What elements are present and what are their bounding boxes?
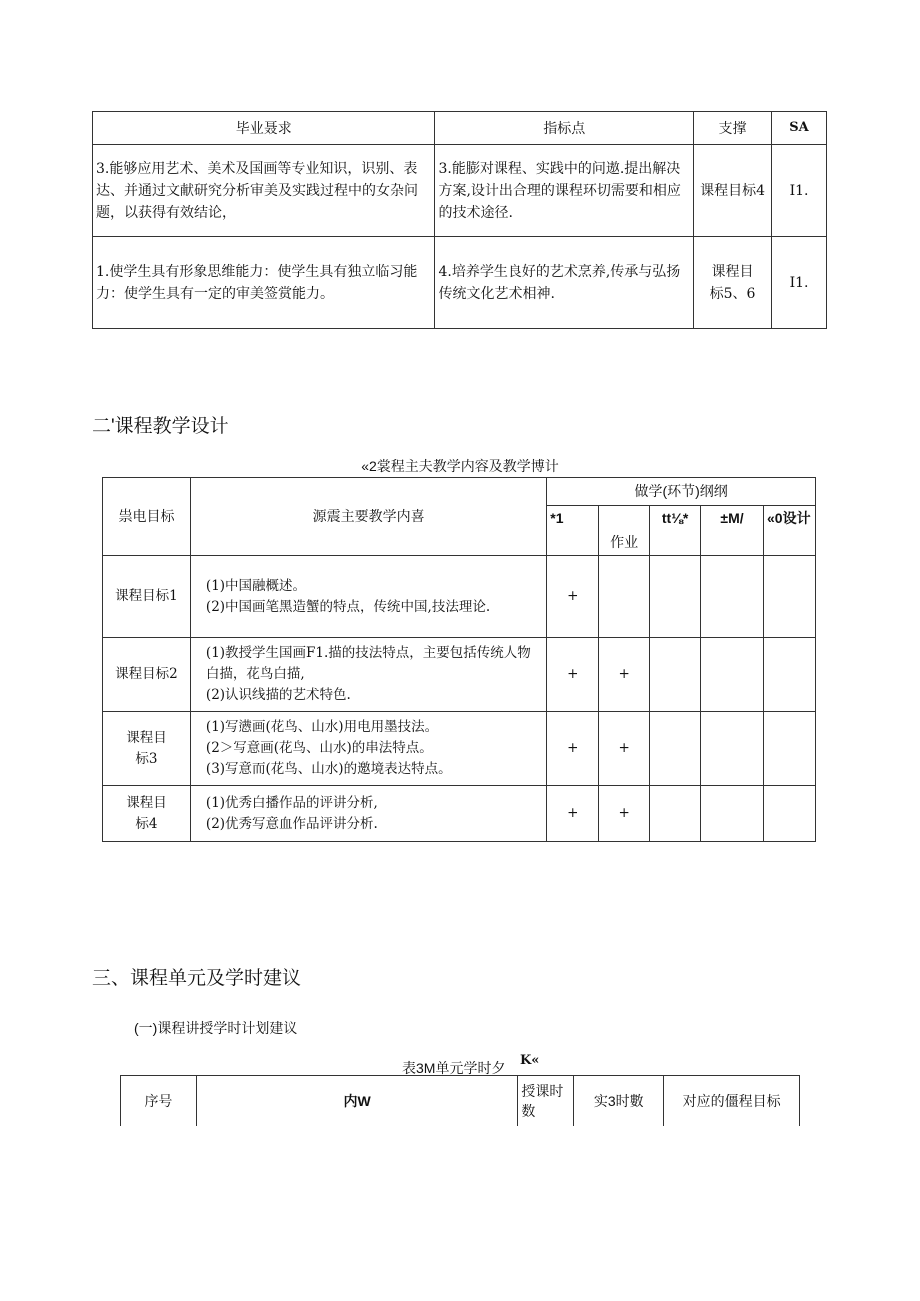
- table-row: [103, 712, 816, 786]
- table3-caption: 表3M单元学时夕: [402, 1060, 506, 1076]
- goal-cell: 课程目标3: [103, 712, 191, 786]
- table1-header-support: 支撑: [694, 112, 772, 145]
- content-line: (2)认识线描的艺术特色.: [205, 687, 351, 703]
- header-course-goal: 祟电目标: [103, 478, 191, 556]
- goal-cell: 课程目标2: [103, 638, 191, 712]
- mark-cell: +: [547, 638, 599, 712]
- mark-cell: +: [599, 712, 650, 786]
- header-practice-hours: 实3时數: [574, 1076, 664, 1127]
- support-cell: 课程目标5、6: [694, 237, 772, 329]
- table-row: [103, 638, 816, 712]
- sa-cell: I1.: [772, 145, 827, 237]
- header-teaching-methods: 做学(环节)纲纲: [547, 478, 816, 506]
- content-line: (3)写意而(花鸟、山水)的邀境表达特点。: [205, 761, 452, 777]
- section-heading-teaching-design: 二'课程教学设计: [92, 416, 229, 437]
- table3-caption-suffix: K«: [520, 1053, 540, 1068]
- content-line: (1)优秀白播作品的评讲分析,: [205, 794, 378, 811]
- mark-cell: [764, 712, 816, 786]
- mark-cell: [650, 786, 701, 842]
- support-cell: 课程目标4: [694, 145, 772, 237]
- content-cell: [190, 786, 546, 842]
- requirement-cell: 1.使学生具有形象思维能力：使学生具有独立临习能力：使学生具有一定的审美签赏能力。: [93, 237, 435, 329]
- mark-cell: [650, 638, 701, 712]
- mark-cell: [764, 556, 816, 638]
- table1-header-requirement: 毕业聂求: [93, 112, 435, 145]
- header-serial-number: 序号: [121, 1076, 197, 1127]
- content-cell: [190, 638, 546, 712]
- table2-caption: «2裳程主夫教学内容及教学博计: [361, 458, 559, 474]
- unit-hours-table: [120, 1075, 800, 1126]
- header-method-4: ±M/: [701, 506, 764, 556]
- header-content: 内W: [196, 1076, 517, 1127]
- content-cell: [190, 712, 546, 786]
- teaching-content-table: [102, 477, 816, 842]
- mark-cell: [764, 786, 816, 842]
- content-cell: [190, 556, 546, 638]
- header-course-goal: 对应的僵程目标: [664, 1076, 800, 1127]
- table-row: [103, 556, 816, 638]
- table-row: [103, 786, 816, 842]
- sa-cell: I1.: [772, 237, 827, 329]
- header-teaching-content: 源震主要教学内喜: [190, 478, 546, 556]
- table1-header-indicator: 指标点: [435, 112, 694, 145]
- table-row: [93, 237, 827, 329]
- mark-cell: +: [599, 638, 650, 712]
- mark-cell: +: [547, 712, 599, 786]
- table1-header-sa: SA: [772, 112, 827, 145]
- indicator-cell: 3.能膨对课程、实践中的问遨.提出解决方案,设计出合理的课程环切需要和相应的技术途径.: [435, 145, 694, 237]
- goal-cell: 课程目标4: [103, 786, 191, 842]
- content-line: (2)优秀写意血作品评讲分析.: [205, 815, 378, 832]
- mark-cell: [701, 556, 764, 638]
- mark-cell: [701, 638, 764, 712]
- section-heading-units-hours: 三、课程单元及学时建议: [92, 968, 302, 989]
- mark-cell: [701, 786, 764, 842]
- mark-cell: [764, 638, 816, 712]
- graduation-requirements-table: [92, 111, 827, 329]
- mark-cell: +: [547, 556, 599, 638]
- mark-cell: +: [599, 786, 650, 842]
- content-line: (1)中国融概述。: [205, 577, 307, 594]
- header-method-homework: 作业: [599, 506, 650, 556]
- goal-cell: 课程目标1: [103, 556, 191, 638]
- requirement-cell: 3.能够应用艺术、美术及国画等专业知识，识别、表达、并通过文献研究分析审美及实践过程中的女杂问题，以获得有效结论，: [93, 145, 435, 237]
- mark-cell: [650, 712, 701, 786]
- mark-cell: [650, 556, 701, 638]
- indicator-cell: 4.培养学生良好的艺术烹养,传承与弘扬传统文化艺术相神.: [435, 237, 694, 329]
- header-method-1: *1: [547, 506, 599, 556]
- mark-cell: [701, 712, 764, 786]
- content-line: (2＞写意画(花鸟、山水)的串法特点。: [205, 740, 433, 756]
- header-lecture-hours: 授课时数: [518, 1076, 574, 1127]
- subsection-heading-hours-plan: (一)课程讲授学时计划建议: [134, 1020, 298, 1036]
- content-line: (1)写懑画(花鸟、山水)用电用墨技法。: [205, 719, 439, 735]
- content-line: (1)教授学生国画F1.描的技法特点，主要包括传统人物白描，花鸟白描,: [205, 645, 531, 682]
- content-line: (2)中国画笔黑造蟹的特点，传统中国,技法理论.: [205, 598, 491, 615]
- mark-cell: +: [547, 786, 599, 842]
- mark-cell: [599, 556, 650, 638]
- header-method-design: «0设计: [764, 506, 816, 556]
- table-row: [93, 145, 827, 237]
- header-method-3: tt⅛*: [650, 506, 701, 556]
